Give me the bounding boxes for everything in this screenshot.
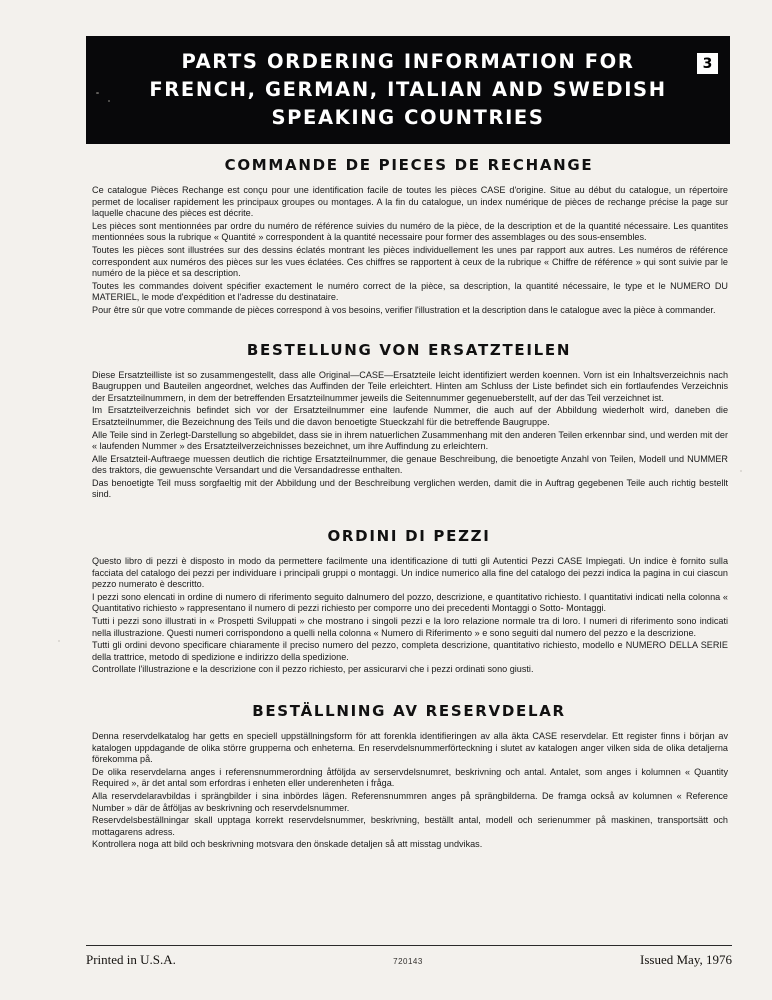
section-title-italian: ORDINI DI PEZZI xyxy=(327,527,491,546)
scan-speckle xyxy=(108,100,110,102)
section-german xyxy=(86,341,732,502)
paragraph: Denna reservdelkatalog har getts en speciell uppställningsform för att forenkla identifieringen av alla äkta CASE reservdelar. Ett register finns i början av katalogen uppdagande de olika större grupperna och enheterna. En reservdelsnummerförteckning i slutet av katalogen anger vilken sida de olika detaljerna förekomma på. xyxy=(92,731,728,765)
section-body-italian xyxy=(86,556,732,676)
header-title-line-2: FRENCH, GERMAN, ITALIAN AND SWEDISH xyxy=(149,78,667,101)
paragraph: Alle Teile sind in Zerlegt-Darstellung so abgebildet, dass sie in ihrem natuerlichen Zusammenhang mit den anderen Teilen erkennbar sind, und werden mit der « laufenden Nummer » des Ersatzteilverzeichnisses bezeichnet, um ihre Auffindung zu erleichtern. xyxy=(92,429,728,452)
paragraph: Kontrollera noga att bild och beskrivning motsvara den önskade detaljen så att misstag undvikas. xyxy=(92,839,483,850)
section-title-swedish: BESTÄLLNING AV RESERVDELAR xyxy=(252,702,566,720)
scan-speckle xyxy=(740,470,742,472)
paragraph: Tutti gli ordini devono specificare chiaramente il preciso numero del pezzo, completa descrizione, quantitativo richiesto, modello e NUMERO DELLA SERIE della trattrice, metodo di spedizione e indirizzo della spedizione. xyxy=(92,640,728,662)
scan-speckle xyxy=(96,92,99,94)
paragraph: I pezzi sono elencati in ordine di numero di riferimento seguito dalnumero del pozzo, descrizione, e quantitativo richiesto. I quantitativi indicati nella colonna « Quantitativo richiesto » rappresentano il numero di pezzi richiesto per comporre uno dei precedenti Montaggi o Sotto- Montaggi. xyxy=(92,591,728,614)
page-footer xyxy=(86,945,732,968)
section-body-swedish xyxy=(86,731,732,851)
section-body-french xyxy=(86,185,732,317)
paragraph: Im Ersatzteilverzeichnis befindet sich vor der Ersatzteilnummer eine laufende Nummer, die auch auf der Abbildung wiederholt wird, daneben die Ersatzteilnummer, die Bezeichnung des Teils und die davon benoetigte Stueckzahl für die betreffende Baugruppe. xyxy=(92,405,728,427)
paragraph: Pour être sûr que votre commande de pièces correspond à vos besoins, verifier l'illustration et la description dans le catalogue avec la pièce à commander. xyxy=(92,304,716,315)
paragraph: Les pièces sont mentionnées par ordre du numéro de référence suivies du numéro de la pièce, de la description et de la quantité nécessaire. Les quantites mentionnées sous la rubrique « Quantité » correspondent à la quantité necessaire pour former des assemblages ou des sous-ensembles. xyxy=(92,220,728,243)
page-header-banner xyxy=(86,36,730,144)
section-body-german xyxy=(86,370,732,502)
paragraph: Tutti i pezzi sono illustrati in « Prospetti Sviluppati » che mostrano i singoli pezzi e la loro relazione normale tra di loro. I numeri di riferimento sono indicati nella illustrazione. Questi numeri corrispondono a quelli nella colonna « Numero di Riferimento » e sono seguiti dal numero del pezzo e la descrizione. xyxy=(92,616,728,638)
paragraph: De olika reservdelarna anges i referensnummerordning åtföljda av serservdelsnumret, beskrivning och antal. Antalet, som anges i kolumnen « Quantity Required », är det antal som erfordras i enheten eller underenheten i fråga. xyxy=(92,766,728,789)
paragraph: Toutes les pièces sont illustrées sur des dessins éclatés montrant les pièces individuellement les unes par rapport aux autres. Les numéros de référence correspondent aux numéros des pièces sur les vues éclatées. Ces chiffres se rapportent à ceux de la rubrique « Chiffre de référence » qui sont suivie par le numéro de la pièce et sa description. xyxy=(92,244,728,279)
document-body xyxy=(86,150,732,868)
footer-issue-date: Issued May, 1976 xyxy=(640,952,732,967)
paragraph: Ce catalogue Pièces Rechange est conçu pour une identification facile de toutes les pièces CASE d'origine. Situe au début du catalogue, un répertoire permet de localiser rapidement les principaux groupes ou montages. A la fin du catalogue, un index numérique de pièces de rechange précise la page sur laquelle chacune des pièces est décrite. xyxy=(92,185,728,219)
section-title-french: COMMANDE DE PIECES DE RECHANGE xyxy=(224,156,594,174)
paragraph: Controllate l'illustrazione e la descrizione con il pezzo richiesto, per assicurarvi che i pezzi ordinati sono giusti. xyxy=(92,664,534,675)
paragraph: Alla reservdelaravbildas i sprängbilder i sina inbördes lägen. Referensnummren anges på sprängbilderna. De framga också av kolumnen « Reference Number » där de åtföljas av beskrivning och reservdelsnummer. xyxy=(92,790,728,813)
header-title-line-1: PARTS ORDERING INFORMATION FOR xyxy=(181,50,635,73)
section-swedish xyxy=(86,702,732,851)
paragraph: Alle Ersatzteil-Auftraege muessen deutlich die richtige Ersatzteilnummer, die genaue Beschreibung, die benoetigte Anzahl von Teilen, Modell und NUMMER des traktors, die gewuenschte Versandart und die Versandadresse enthalten. xyxy=(92,453,728,476)
paragraph: Das benoetigte Teil muss sorgfaeltig mit der Abbildung und der Beschreibung verglichen werden, damit die in Auftrag gegebenen Teile auch richtig bestellt sind. xyxy=(92,477,728,500)
scan-speckle xyxy=(58,640,60,642)
header-title-line-3: SPEAKING COUNTRIES xyxy=(271,106,545,129)
section-title-german: BESTELLUNG VON ERSATZTEILEN xyxy=(246,340,572,359)
page-number-badge: 3 xyxy=(697,53,718,74)
paragraph: Toutes les commandes doivent spécifier exactement le numéro correct de la pièce, sa description, la quantité nécessaire, le type et le NUMERO DU MATERIEL, le mode d'expédition et l'adresse du destinataire. xyxy=(92,280,728,303)
paragraph: Questo libro di pezzi è disposto in modo da permettere facilmente una identificazione di tutti gli Autentici Pezzi CASE Impiegati. Un indice è fornito sulla facciata del catalogo dei pezzi per individuare i principali gruppi o montaggi. Un indice numerico alla fine del catalogo dei pezzi indica la pagina in cui ciascun pezzo numerato è descritto. xyxy=(92,556,728,590)
paragraph: Diese Ersatzteilliste ist so zusammengestellt, dass alle Original—CASE—Ersatzteile leicht identifiziert werden koennen. Vorn ist ein Inhaltsverzeichnis nach Baugruppen und Bauteilen angeordnet, welches das Auffinden der Teile erleichtert. Hinten am Schluss der Liste befindet sich ein fortlaufendes Verzeichnis der Ersatzteilnummern, in dem der betreffenden Ersatzteilnummer jeweils die Seitennummer gegenueberstellt, auf der das Teil verzeichnet ist. xyxy=(92,369,728,403)
paragraph: Reservdelsbeställningar skall upptaga korrekt reservdelsnummer, beskrivning, beställt antal, modell och serienummer på maskinen, transportsätt och mottagarens adress. xyxy=(92,815,728,837)
footer-printed-in: Printed in U.S.A. xyxy=(86,952,176,967)
footer-form-number: 720143 xyxy=(393,957,423,966)
section-french xyxy=(86,156,732,317)
section-italian xyxy=(86,527,732,676)
